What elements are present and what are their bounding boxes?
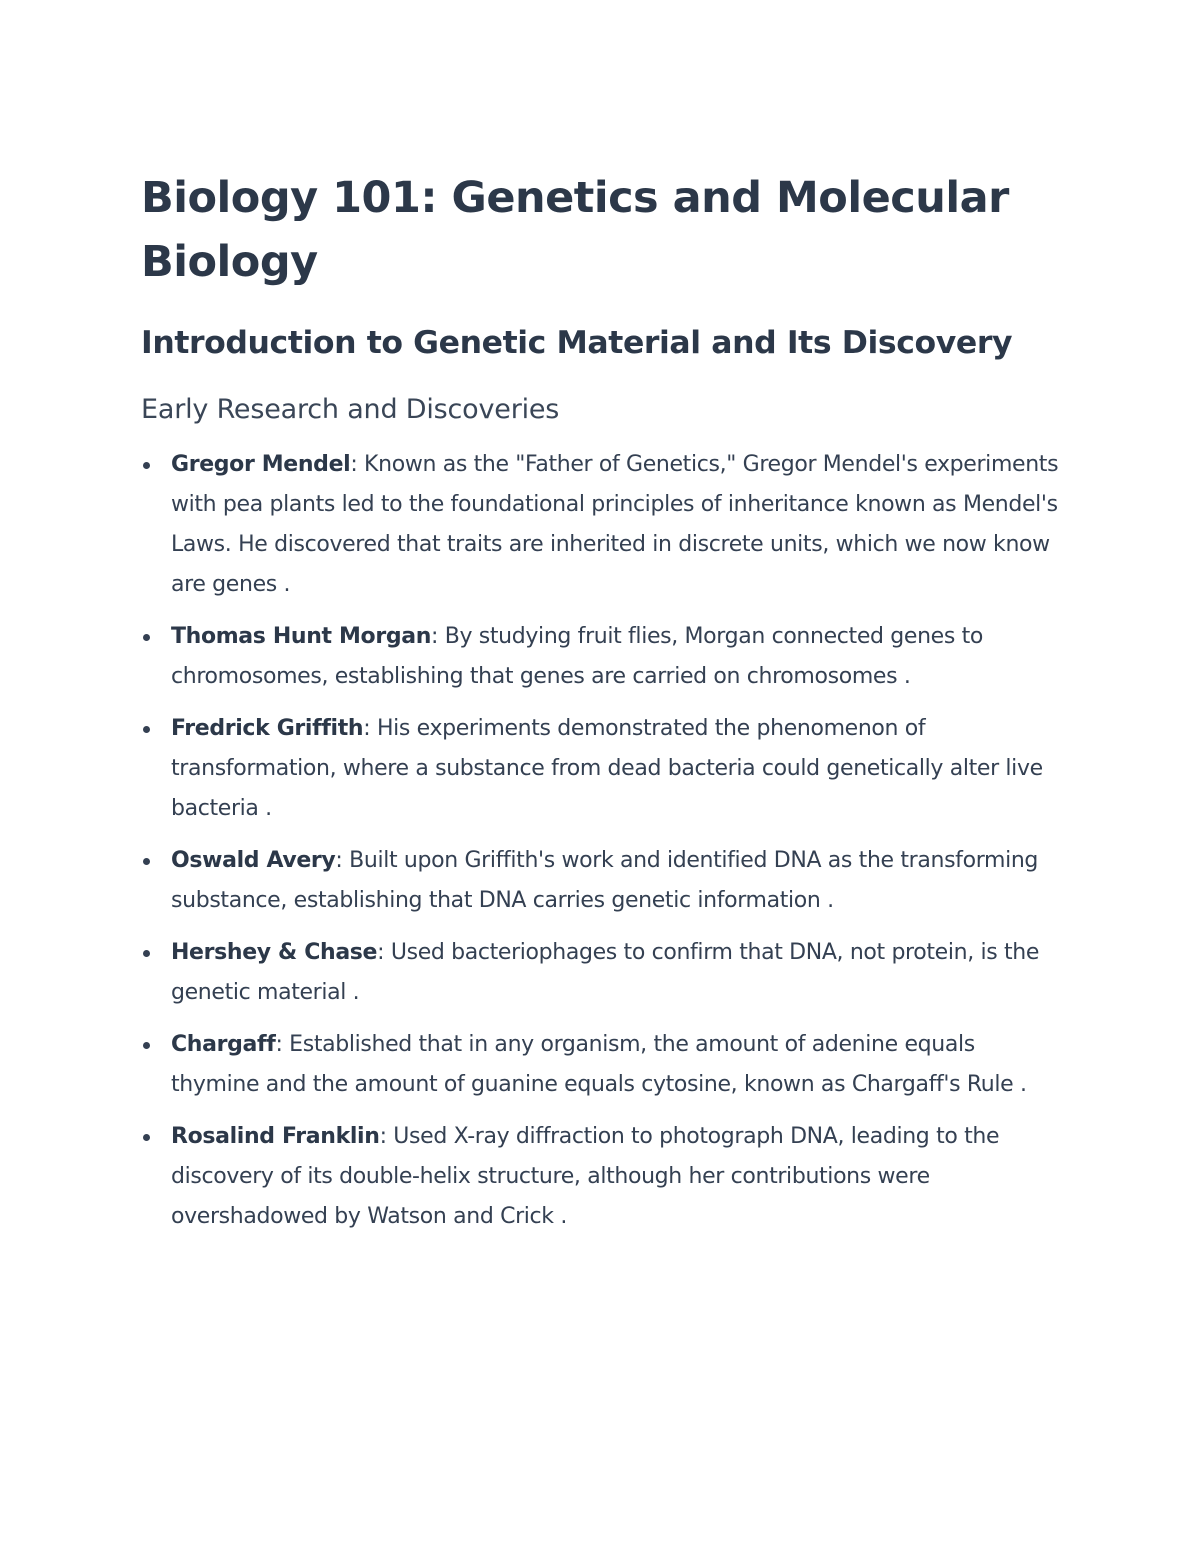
list-item — [141, 1117, 1061, 1237]
list-item — [141, 841, 1061, 921]
item-term: Gregor Mendel — [171, 452, 351, 477]
section-heading: Introduction to Genetic Material and Its Discovery — [141, 325, 1013, 361]
item-text: : Built upon Griffith's work and identified DNA as the transforming substance, establishing that DNA carries genetic information . — [171, 848, 1039, 913]
item-text: : Used bacteriophages to confirm that DNA, not protein, is the genetic material . — [171, 940, 1040, 1005]
item-text: : Established that in any organism, the amount of adenine equals thymine and the amount of guanine equals cytosine, known as Chargaff's Rule . — [171, 1032, 1027, 1097]
item-text: : His experiments demonstrated the phenomenon of transformation, where a substance from dead bacteria could genetically alter live bacteria . — [171, 716, 1043, 821]
document-page — [141, 166, 1061, 1249]
item-term: Hershey & Chase — [171, 940, 378, 965]
document-title: Biology 101: Genetics and Molecular Biology — [141, 173, 1009, 287]
item-text: : By studying fruit flies, Morgan connected genes to chromosomes, establishing that genes are carried on chromosomes . — [171, 624, 983, 689]
discoveries-list — [141, 445, 1061, 1237]
list-item — [141, 1025, 1061, 1105]
list-item — [141, 933, 1061, 1013]
item-term: Thomas Hunt Morgan — [171, 624, 432, 649]
list-item — [141, 709, 1061, 829]
item-term: Chargaff — [171, 1032, 276, 1057]
item-term: Oswald Avery — [171, 848, 336, 873]
item-text: : Known as the "Father of Genetics," Gregor Mendel's experiments with pea plants led to the foundational principles of inheritance known as Mendel's Laws. He discovered that traits are inherited in discrete units, which we now know are genes . — [171, 452, 1059, 597]
list-item — [141, 445, 1061, 605]
item-text: : Used X-ray diffraction to photograph DNA, leading to the discovery of its double-helix structure, although her contributions were overshadowed by Watson and Crick . — [171, 1124, 1000, 1229]
list-item — [141, 617, 1061, 697]
item-term: Rosalind Franklin — [171, 1124, 380, 1149]
item-term: Fredrick Griffith — [171, 716, 364, 741]
subsection-heading: Early Research and Discoveries — [141, 394, 560, 425]
